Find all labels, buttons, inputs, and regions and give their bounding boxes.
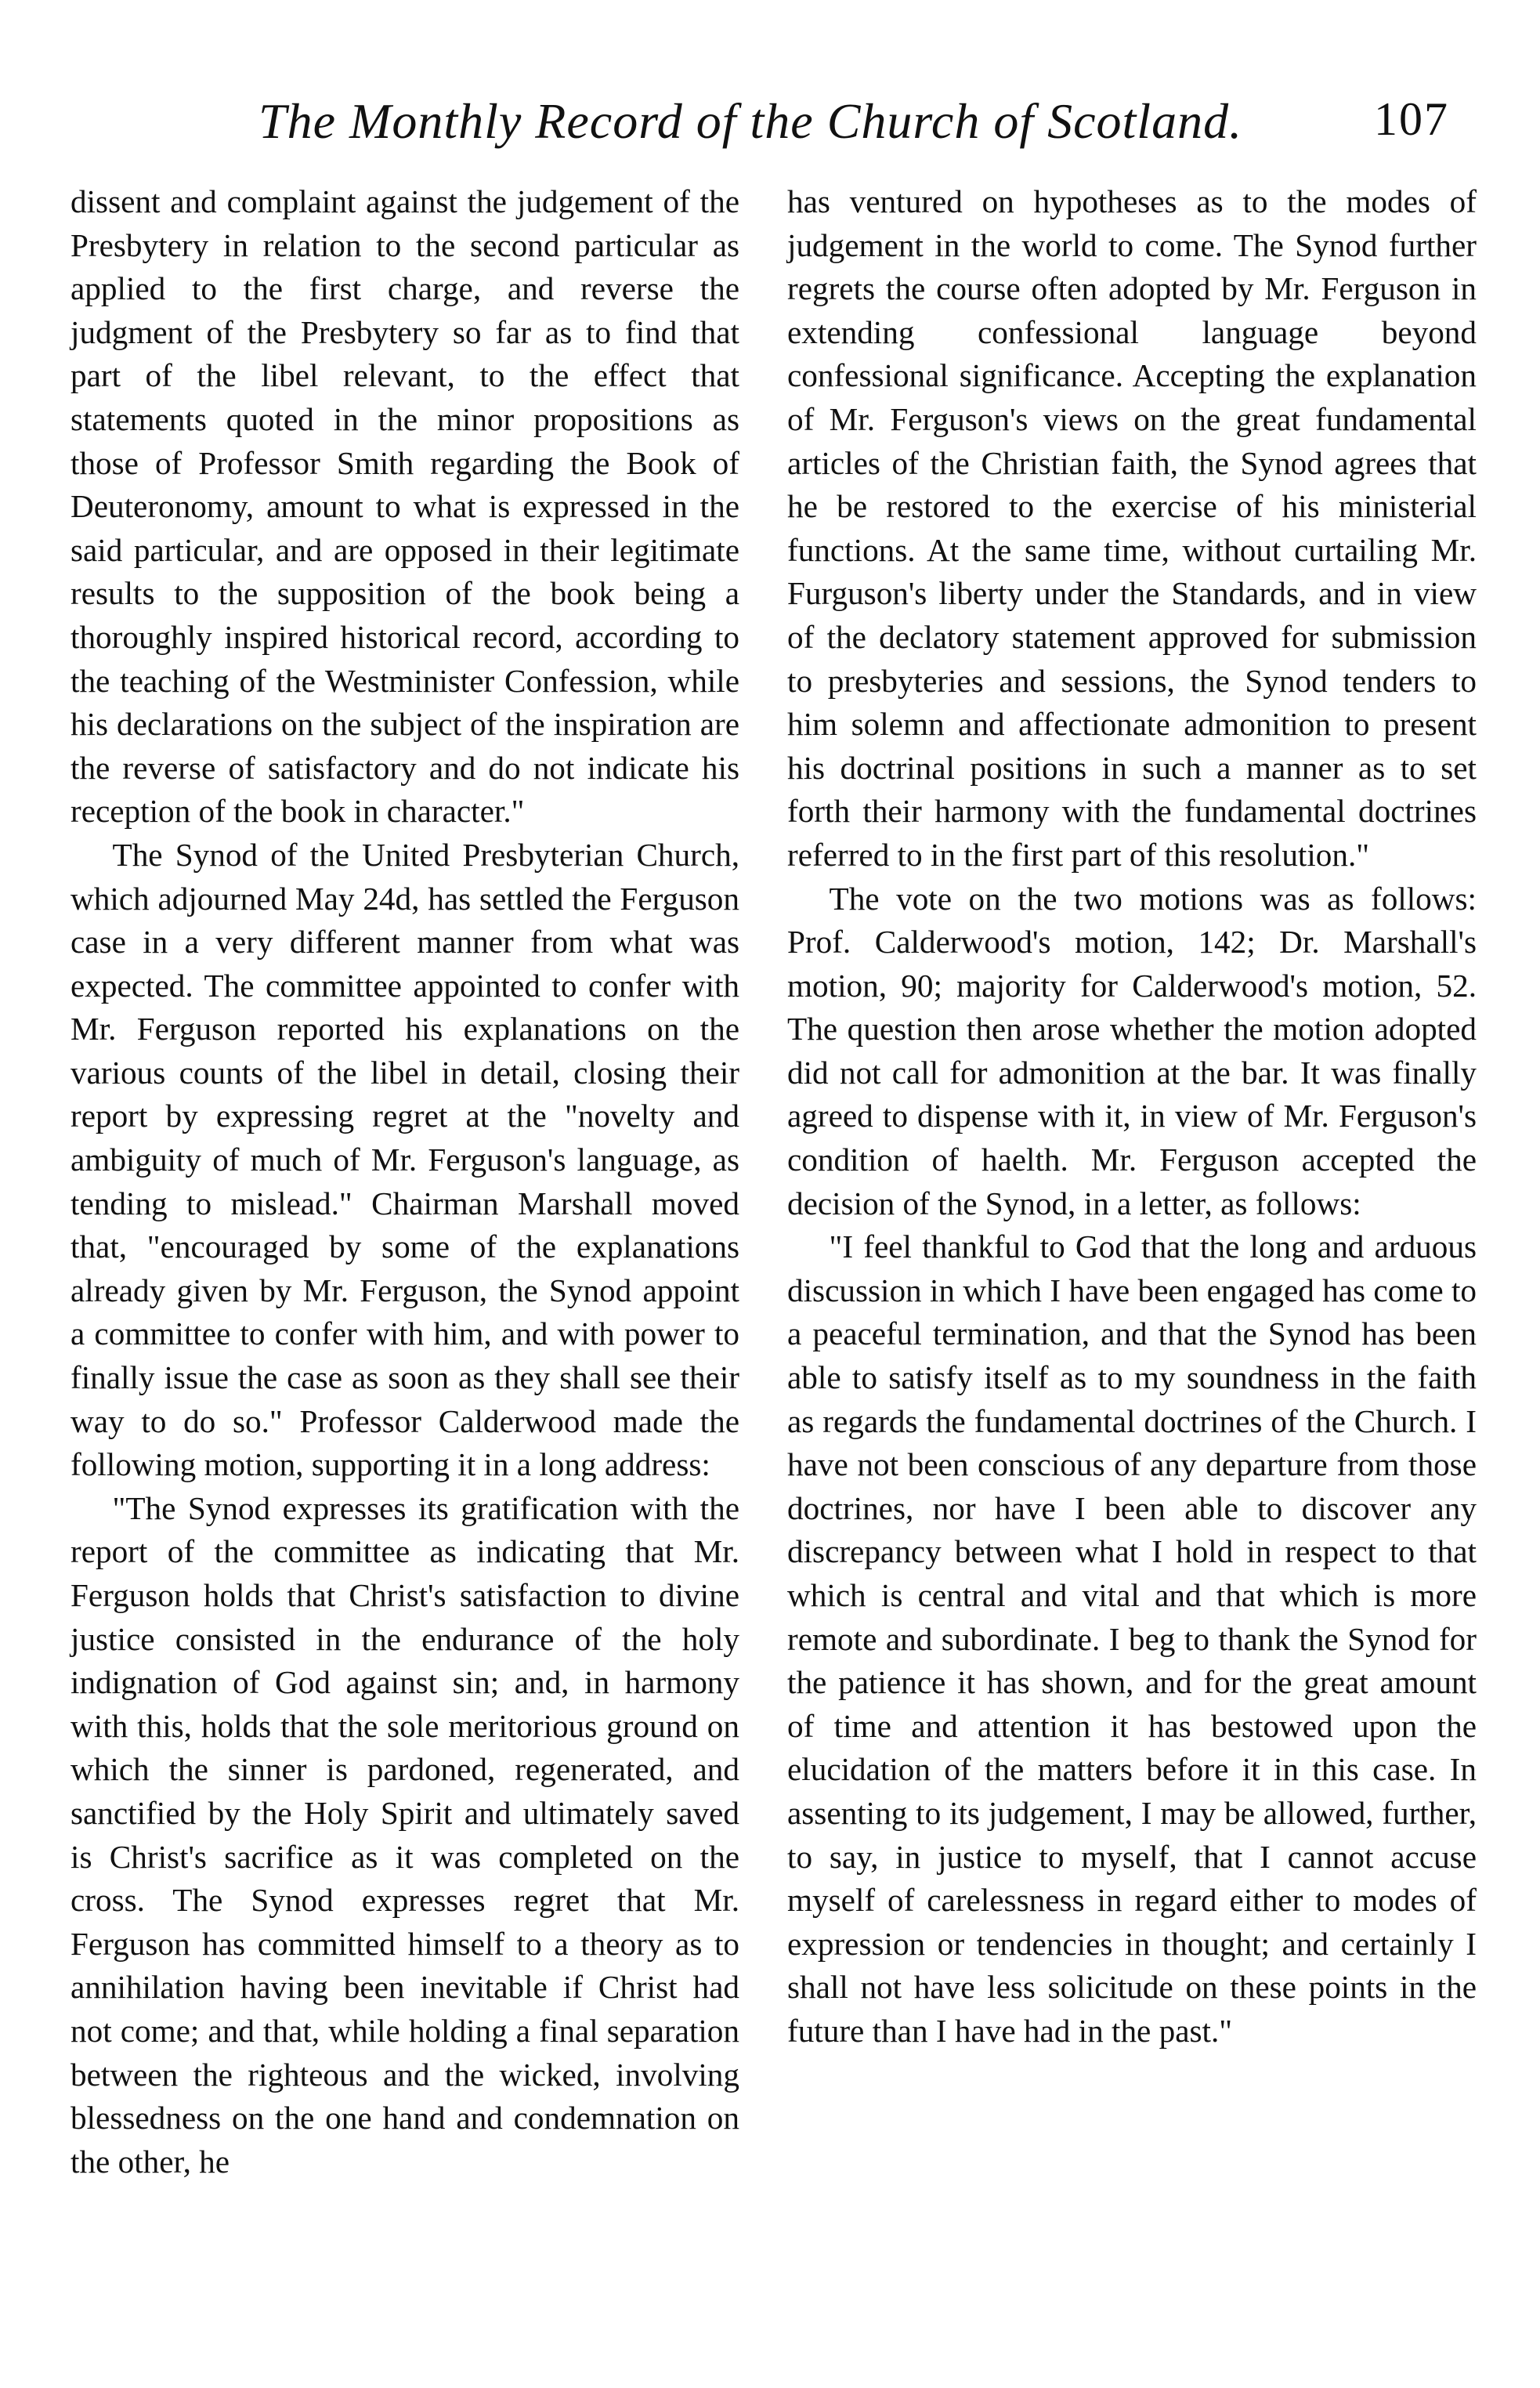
paragraph-vote-result: The vote on the two motions was as follows: Prof. Calderwood's motion, 142; Dr. Marshall's motion, 90; majority for Calderwood's motion, 52. The question then arose whether the motion adopted did not call for admonition at the bar. It was finally agreed to dispense with it, in view of Mr. Ferguson's condition of haelth. Mr. Ferguson accepted the decision of the Synod, in a letter, as follows:	[787, 880, 1477, 1221]
paragraph-united-presbyterian-synod: The Synod of the United Presbyterian Church, which adjourned May 24d, has settled the Ferguson case in a very different manner from what was expected. The committee appointed to confer with Mr. Ferguson reported his explanations on the various counts of the libel in detail, closing their report by expressing regret at the "novelty and ambiguity of much of Mr. Ferguson's language, as tending to mislead." Chairman Marshall moved that, "encouraged by some of the explanations already given by Mr. Ferguson, the Synod appoint a committee to confer with him, and with power to finally issue the case as soon as they shall see their way to do so." Professor Calderwood made the following motion, supporting it in a long address:	[70, 836, 739, 1483]
right-column	[787, 180, 1477, 2053]
left-column	[70, 180, 739, 2184]
running-title: The Monthly Record of the Church of Scotland.	[258, 93, 1243, 149]
paragraph-motion-continuation: has ventured on hypotheses as to the modes of judgement in the world to come. The Synod further regrets the course often adopted by Mr. Ferguson in extending confessional language beyond confessional significance. Accepting the explanation of Mr. Ferguson's views on the great fundamental articles of the Christian faith, the Synod agrees that he be restored to the exercise of his ministerial functions. At the same time, without curtailing Mr. Furguson's liberty under the Standards, and in view of the declatory statement approved for submission to presbyteries and sessions, the Synod tenders to him solemn and affectionate admonition to present his doctrinal positions in such a manner as to set forth their harmony with the fundamental doctrines referred to in the first part of this resolution."	[787, 183, 1477, 873]
page-number: 107	[1374, 93, 1449, 145]
paragraph-continuation: dissent and complaint against the judgement of the Presbytery in relation to the second particular as applied to the first charge, and reverse the judgment of the Presbytery so far as to find that part of the libel relevant, to the effect that statements quoted in the minor propositions as those of Professor Smith regarding the Book of Deuteronomy, amount to what is expressed in the said particular, and are opposed in their legitimate results to the supposition of the book being a thoroughly inspired historical record, according to the teaching of the Westminister Confession, while his declarations on the subject of the inspiration are the reverse of satisfactory and do not indicate his reception of the book in character."	[70, 183, 739, 830]
running-header	[258, 92, 1449, 163]
paragraph-calderwood-motion-quote: "The Synod expresses its gratification with the report of the committee as indicating that Mr. Ferguson holds that Christ's satisfaction to divine justice consisted in the endurance of the holy indignation of God against sin; and, in harmony with this, holds that the sole meritorious ground on which the sinner is pardoned, regenerated, and sanctified by the Holy Spirit and ultimately saved is Christ's sacrifice as it was completed on the cross. The Synod expresses regret that Mr. Ferguson has committed himself to a theory as to annihilation having been inevitable if Christ had not come; and that, while holding a final separation between the righteous and the wicked, involving blessedness on the one hand and condemnation on the other, he	[70, 1489, 739, 2180]
paragraph-ferguson-letter: "I feel thankful to God that the long and arduous discussion in which I have been engaged has come to a peaceful termination, and that the Synod has been able to satisfy itself as to my soundness in the faith as regards the fundamental doctrines of the Church. I have not been conscious of any departure from those doctrines, nor have I been able to discover any discrepancy between what I hold in respect to that which is central and vital and that which is more remote and subordinate. I beg to thank the Synod for the patience it has shown, and for the great amount of time and attention it has bestowed upon the elucidation of the matters before it in this case. In assenting to its judgement, I may be allowed, further, to say, in justice to myself, that I cannot accuse myself of carelessness in regard either to modes of expression or tendencies in thought; and certainly I shall not have less solicitude on these points in the future than I have had in the past."	[787, 1228, 1477, 2049]
